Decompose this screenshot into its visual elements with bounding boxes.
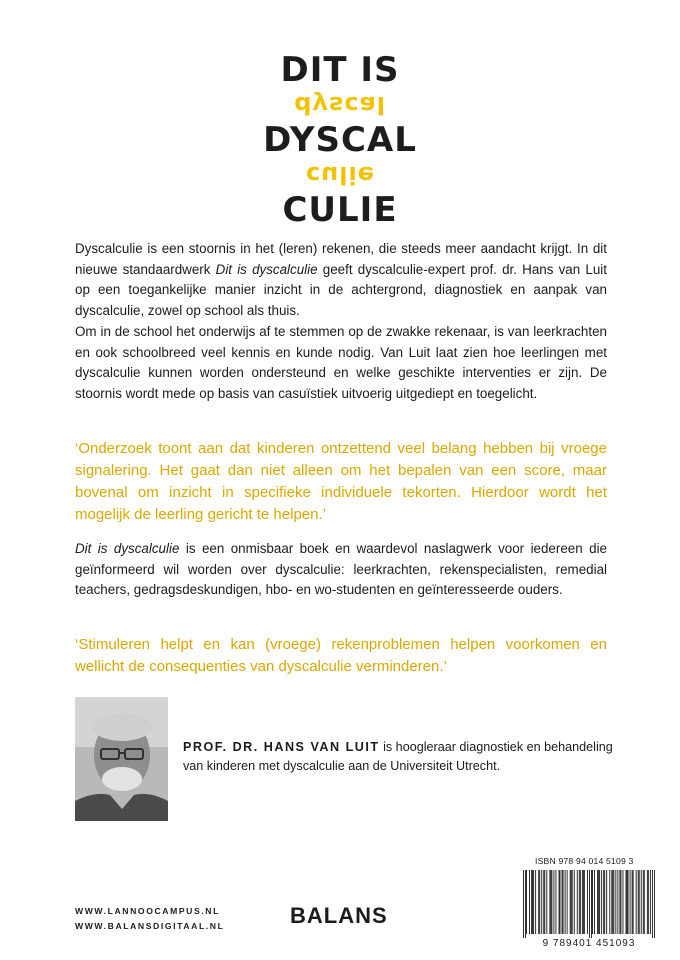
barcode-bar [630,870,631,934]
barcode-bar [565,870,566,934]
publisher-logo: BALANS [290,903,388,928]
barcode-bar [628,870,629,934]
barcode-bar [577,870,578,934]
isbn-label: ISBN 978 94 014 5109 3 [535,856,634,866]
barcode-bar [571,870,572,934]
author-bio: PROF. DR. HANS VAN LUIT is hoogleraar diagnostiek en behandeling van kinderen met dyscalculie aan de Universiteit Utrecht. [183,740,613,773]
barcode-bar [604,870,605,934]
barcode-bar [560,870,561,934]
barcode-bar [594,870,595,934]
barcode-bar [641,870,642,934]
barcode-bar [615,870,616,934]
barcode-bar [562,870,563,934]
barcode-bar [636,870,637,934]
description-paragraph-1: Dyscalculie is een stoornis in het (leren) rekenen, die steeds meer aandacht krijgt. In dit nieuwe standaardwerk Dit is dyscalculie geeft dyscalculie-expert prof. dr. Hans van Luit op een toegankelijke manier inzicht in de achtergrond, diagnostiek en aanpak van dyscalculie, zowel op school als thuis. [75,241,607,318]
barcode-bar [627,870,628,934]
barcode-bar [543,870,544,934]
audience-paragraph: Dit is dyscalculie is een onmisbaar boek en waardevol naslagwerk voor iedereen die geïnformeerd wil worden over dyscalculie: leerkrachten, rekenspecialisten, remedial teachers, gedragsdeskundigen, hbo- en wo-studenten en geïnteresseerde ouders. [75,541,607,597]
barcode-bar [603,870,604,934]
barcode-bar [620,870,621,934]
barcode-bar [570,870,571,934]
barcode-bar [523,870,524,940]
barcode-bar [555,870,556,934]
barcode-bar [550,870,551,934]
barcode-bar [587,870,588,934]
author-portrait-icon [75,697,168,821]
barcode-bar [606,870,607,934]
barcode-bar [525,870,526,940]
quote-2: ‘Stimuleren helpt en kan (vroege) rekenproblemen helpen voorkomen en wellicht de consequenties van dyscalculie verminderen.’ [75,636,607,675]
barcode-bar [632,870,633,934]
barcode-bar [613,870,614,934]
url-lannoocampus[interactable]: WWW.LANNOOCAMPUS.NL [75,906,220,916]
title-line-2-mirrored: dyscal [294,91,386,119]
barcode-bar [644,870,645,934]
barcode-bar [572,870,573,934]
author-photo [75,697,168,821]
barcode-bar [579,870,580,934]
quote-1: ‘Onderzoek toont aan dat kinderen ontzettend veel belang hebben bij vroege signalering. Het gaat dan niet alleen om het bepalen van een score, maar bovenal om inzicht in specifieke individuele tekorten. Hierdoor wordt het mogelijk de leerling gericht te helpen.’ [75,440,607,523]
barcode-bar [611,870,612,934]
barcode-bar [626,870,627,934]
barcode-bar [580,870,581,934]
barcode-bar [652,870,653,940]
barcode-bar [647,870,648,934]
barcode-bar [583,870,584,934]
title-line-4-mirrored: culie [305,161,375,189]
barcode-bar [617,870,618,934]
barcode-bar [567,870,568,934]
barcode-bar [535,870,536,934]
barcode-bar [639,870,640,934]
barcode-number: 9 789401 451093 [523,938,655,949]
title-line-1: DIT IS [280,50,400,90]
barcode-bar [582,870,583,934]
barcode-bar [633,870,634,934]
barcode-bar [598,870,599,934]
barcode-bar [532,870,533,934]
barcode-bar [648,870,649,934]
barcode-bar [643,870,644,934]
barcode-bar [612,870,613,934]
website-links [75,904,224,934]
barcode-bar [623,870,624,934]
barcode-bar [541,870,542,934]
barcode-bar [539,870,540,934]
title-line-3: DYSCAL [263,120,417,160]
barcode-bar [531,870,532,934]
barcode-bar [619,870,620,934]
barcode-bar [638,870,639,934]
barcode-bar [584,870,585,934]
barcode-bar [546,870,547,934]
barcode-bar [544,870,545,934]
book-title [0,50,680,230]
barcode-bar [597,870,598,934]
barcode-bar [592,870,593,934]
barcode-bar [609,870,610,934]
barcode-bar [559,870,560,934]
barcode-bar [526,870,527,934]
barcode-bar [601,870,602,934]
barcode-bar [599,870,600,934]
barcode-bar [549,870,550,934]
barcode-bar [654,870,655,940]
barcode-bar [533,870,534,934]
barcode-bar [589,870,590,940]
barcode-bar [529,870,530,934]
barcode-bar [574,870,575,934]
title-line-5: CULIE [282,190,398,230]
barcode [523,870,655,940]
barcode-bar [551,870,552,934]
description-paragraph-2: Om in de school het onderwijs af te stemmen op de zwakke rekenaar, is van leerkrachten en ook schoolbreed veel kennis en kunde nodig. Van Luit laat zien hoe leerlingen met dyscalculie kunnen worden ondersteund en welke geschikte interventies er zijn. De stoornis wordt mede op basis van casuïstiek uitvoerig uitgediept en toegelicht. [75,324,607,401]
barcode-bar [538,870,539,934]
barcode-bar [553,870,554,934]
barcode-bar [563,870,564,934]
barcode-bar [591,870,592,940]
url-balansdigitaal[interactable]: WWW.BALANSDIGITAAL.NL [75,921,225,931]
barcode-bar [650,870,651,934]
